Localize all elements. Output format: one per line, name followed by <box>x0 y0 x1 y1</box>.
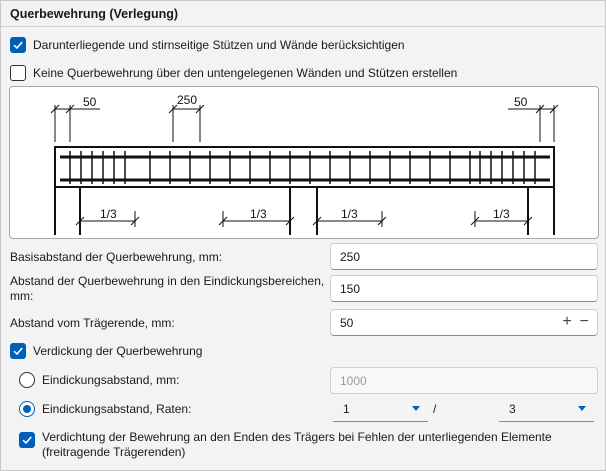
denominator-value: 3 <box>509 401 516 416</box>
section-title: Querbewehrung (Verlegung) <box>10 7 179 21</box>
base-spacing-value: 250 <box>340 249 361 264</box>
thickening-spacing-value: 150 <box>340 281 361 296</box>
no-reinforcement-label: Keine Querbewehrung über den untengelegenen Wänden und Stützen erstellen <box>33 66 458 80</box>
underlying-elements-option[interactable] <box>10 37 405 53</box>
third-label: 1/3 <box>250 207 267 221</box>
checkmark-icon <box>12 345 24 357</box>
beam-diagram <box>10 87 598 238</box>
end-distance-label: Abstand vom Trägerende, mm: <box>10 316 175 330</box>
chevron-down-icon <box>578 406 586 411</box>
dim-mid-label: 250 <box>177 93 198 107</box>
numerator-select[interactable] <box>333 396 428 422</box>
thickening-checkbox[interactable] <box>10 343 26 359</box>
thickening-spacing-input[interactable] <box>330 275 598 302</box>
no-reinforcement-checkbox[interactable] <box>10 65 26 81</box>
plus-icon[interactable]: + <box>562 313 572 330</box>
thickening-option[interactable] <box>10 343 202 359</box>
base-spacing-input[interactable] <box>330 243 598 270</box>
denominator-select[interactable] <box>499 396 594 422</box>
radio-mm-option[interactable] <box>19 372 179 388</box>
third-label: 1/3 <box>100 207 117 221</box>
densification-option[interactable] <box>19 430 582 460</box>
reinforcement-diagram <box>9 86 599 239</box>
densification-label: Verdichtung der Bewehrung an den Enden des Trägers bei Fehlen der unterliegenden Elemente (freitragende Trägerenden) <box>42 430 552 459</box>
checkmark-icon <box>21 434 33 446</box>
dim-left-label: 50 <box>83 95 97 109</box>
base-spacing-label: Basisabstand der Querbewehrung, mm: <box>10 250 223 264</box>
dim-right-label: 50 <box>514 95 528 109</box>
underlying-elements-label: Darunterliegende und stirnseitige Stützen und Wände berücksichtigen <box>33 38 405 52</box>
radio-mm-label: Eindickungsabstand, mm: <box>42 373 180 387</box>
no-reinforcement-option[interactable] <box>10 65 457 81</box>
thickening-label: Verdickung der Querbewehrung <box>33 344 203 358</box>
minus-icon[interactable]: − <box>579 313 589 330</box>
divider <box>1 26 605 27</box>
checkmark-icon <box>12 39 24 51</box>
densification-checkbox[interactable] <box>19 432 35 448</box>
end-distance-input[interactable] <box>330 309 598 336</box>
end-distance-value: 50 <box>340 315 354 330</box>
thickening-spacing-label: Abstand der Querbewehrung in den Eindickungsbereichen, mm: <box>10 274 325 303</box>
radio-rates[interactable] <box>19 401 35 417</box>
underlying-elements-checkbox[interactable] <box>10 37 26 53</box>
numerator-value: 1 <box>343 401 350 416</box>
third-label: 1/3 <box>341 207 358 221</box>
radio-mm[interactable] <box>19 372 35 388</box>
thickening-distance-input[interactable] <box>330 367 598 394</box>
fraction-separator: / <box>433 402 437 416</box>
thickening-distance-value: 1000 <box>340 373 367 388</box>
third-label: 1/3 <box>493 207 510 221</box>
chevron-down-icon <box>412 406 420 411</box>
radio-rates-label: Eindickungsabstand, Raten: <box>42 402 192 416</box>
radio-rates-option[interactable] <box>19 401 191 417</box>
